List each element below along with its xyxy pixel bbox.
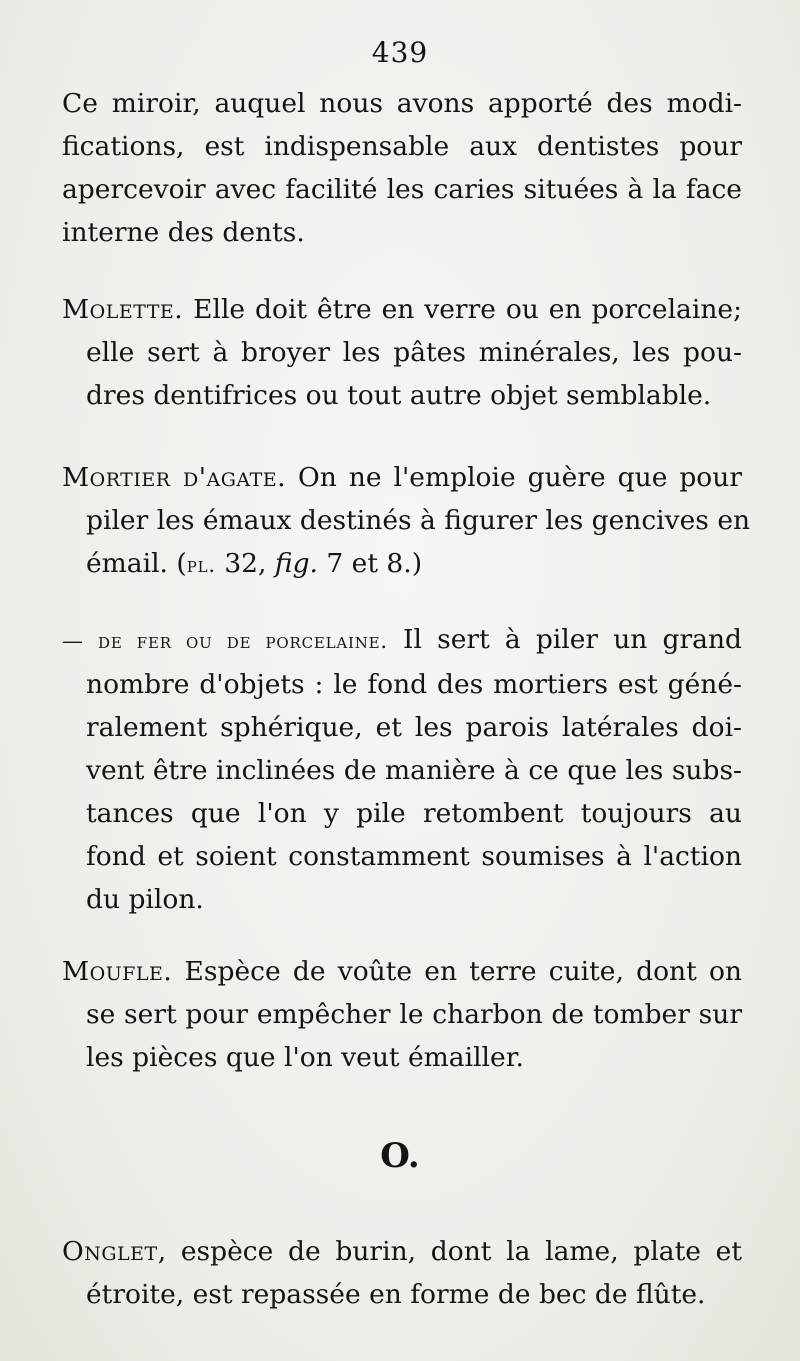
entry-onglet bbox=[62, 1230, 742, 1316]
text-line: tances que l'on y pile retombent toujours au bbox=[86, 798, 742, 829]
entry-first-line bbox=[62, 456, 742, 499]
text-line: piler les émaux destinés à figurer les gencives en bbox=[86, 505, 751, 536]
text-line: Ce miroir, auquel nous avons apporté des modi- bbox=[62, 88, 742, 119]
entry-text: On ne l'emploie guère que pour bbox=[286, 462, 742, 493]
text-fragment: émail. ( bbox=[86, 548, 187, 579]
entry-text: Elle doit être en verre ou en porcelaine; bbox=[183, 294, 742, 325]
figure-reference: fig. bbox=[274, 548, 318, 579]
text-fragment: 7 et 8.) bbox=[317, 548, 423, 579]
entry-miroir bbox=[62, 82, 742, 254]
text-line: nombre d'objets : le fond des mortiers est géné- bbox=[86, 669, 742, 700]
plate-reference: pl. bbox=[186, 553, 216, 577]
entry-term: Mortier d'agate. bbox=[62, 462, 287, 493]
text-line: étroite, est repassée en forme de bec de flûte. bbox=[86, 1279, 706, 1310]
text-line bbox=[62, 542, 742, 587]
text-line: elle sert à broyer les pâtes minérales, les pou- bbox=[86, 337, 742, 368]
entry-mortier-fer bbox=[62, 618, 742, 921]
entry-text: Il sert à piler un grand bbox=[387, 624, 742, 655]
entry-mortier-agate bbox=[62, 456, 751, 587]
page-number: 439 bbox=[371, 36, 429, 69]
text-line: interne des dents. bbox=[62, 217, 305, 248]
entry-first-line bbox=[62, 950, 742, 993]
entry-term: Onglet bbox=[62, 1236, 158, 1267]
section-heading: O. bbox=[380, 1136, 420, 1176]
entry-term: Moufle. bbox=[62, 956, 173, 987]
text-line: dres dentifrices ou tout autre objet semblable. bbox=[86, 380, 712, 411]
entry-molette bbox=[62, 288, 742, 417]
entry-first-line bbox=[62, 288, 742, 331]
text-line: les pièces que l'on veut émailler. bbox=[86, 1042, 524, 1073]
text-fragment: 32, bbox=[215, 548, 275, 579]
text-line: fond et soient constamment soumises à l'action bbox=[86, 841, 742, 872]
text-line: fications, est indispensable aux dentistes pour bbox=[62, 131, 742, 162]
entry-moufle bbox=[62, 950, 742, 1079]
entry-text: Espèce de voûte en terre cuite, dont on bbox=[172, 956, 742, 987]
text-line: apercevoir avec facilité les caries situées à la face bbox=[62, 174, 742, 205]
entry-term: — de fer ou de porcelaine. bbox=[62, 629, 388, 653]
entry-term: Molette. bbox=[62, 294, 184, 325]
entry-first-line bbox=[62, 618, 742, 663]
entry-text: , espèce de burin, dont la lame, plate et bbox=[157, 1236, 742, 1267]
text-line: se sert pour empêcher le charbon de tomber sur bbox=[86, 999, 742, 1030]
text-line: du pilon. bbox=[86, 884, 204, 915]
entry-first-line bbox=[62, 1230, 742, 1273]
text-line: ralement sphérique, et les parois latérales doi- bbox=[86, 712, 742, 743]
text-line: vent être inclinées de manière à ce que les subs- bbox=[86, 755, 742, 786]
